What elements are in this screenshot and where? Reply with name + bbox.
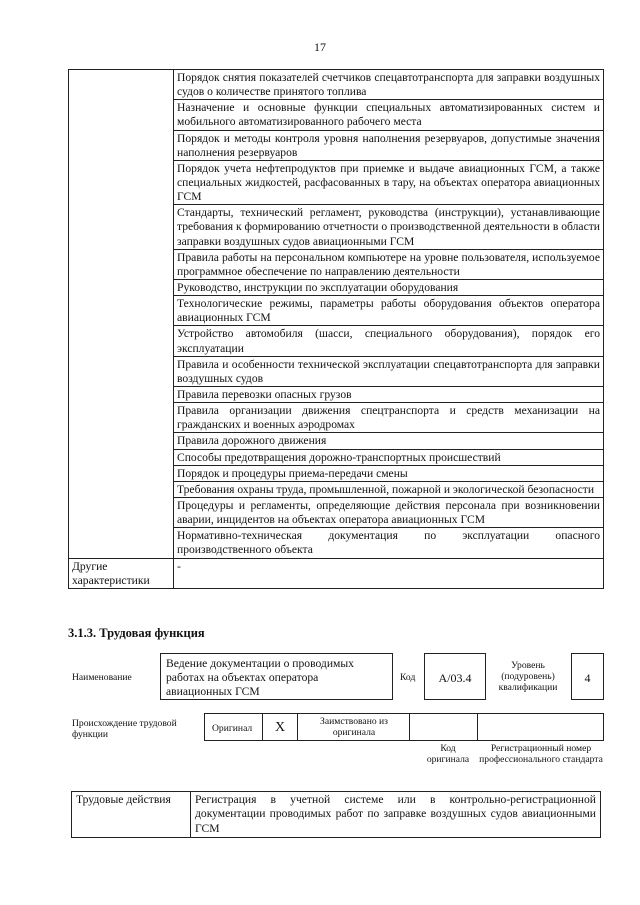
knowledge-item: Требования охраны труда, промышленной, пожарной и экологической безопасности xyxy=(174,481,604,497)
knowledge-item: Руководство, инструкции по эксплуатации оборудования xyxy=(174,279,604,295)
name-value-box xyxy=(160,653,393,700)
knowledge-left-cell xyxy=(69,70,174,559)
other-characteristics-value: - xyxy=(174,558,604,588)
knowledge-item: Назначение и основные функции специальных автоматизированных систем и мобильного автоматизированного рабочего места xyxy=(174,100,604,130)
level-value-box xyxy=(571,653,604,700)
code-original-label: Код оригинала xyxy=(426,743,470,766)
knowledge-item: Порядок снятия показателей счетчиков спецавтотранспорта для заправки воздушных судов о количестве принятого топлива xyxy=(174,70,604,100)
code-value: A/03.4 xyxy=(438,671,472,685)
knowledge-item: Процедуры и регламенты, определяющие действия персонала при возникновении аварии, инцидентов на объектах оператора авиационных ГСМ xyxy=(174,497,604,527)
section-title: 3.1.3. Трудовая функция xyxy=(68,626,205,640)
knowledge-item: Порядок учета нефтепродуктов при приемке и выдаче авиационных ГСМ, а также специальных жидкостей, расфасованных в тару, на объектах оператора авиационных ГСМ xyxy=(174,160,604,204)
knowledge-item: Порядок и процедуры приема-передачи смены xyxy=(174,465,604,481)
actions-row xyxy=(72,792,601,838)
knowledge-item: Правила дорожного движения xyxy=(174,433,604,449)
knowledge-item: Правила и особенности технической эксплуатации спецавтотранспорта для заправки воздушных судов xyxy=(174,356,604,386)
knowledge-item: Устройство автомобиля (шасси, специального оборудования), порядок его эксплуатации xyxy=(174,326,604,356)
other-characteristics-row xyxy=(69,558,604,588)
code-value-box xyxy=(424,653,486,700)
knowledge-table xyxy=(68,69,604,589)
knowledge-row xyxy=(69,70,604,100)
original-label: Оригинал xyxy=(212,723,253,734)
reg-number-label: Регистрационный номер профессионального стандарта xyxy=(479,743,603,766)
origin-label: Происхождение трудовой функции xyxy=(72,718,177,741)
name-value: Ведение документации о проводимых работах на объектах оператора авиационных ГСМ xyxy=(166,657,354,699)
name-label: Наименование xyxy=(72,672,132,683)
knowledge-item: Порядок и методы контроля уровня наполнения резервуаров, допустимые значения наполнения резервуаров xyxy=(174,130,604,160)
original-mark: X xyxy=(274,720,286,735)
actions-label: Трудовые действия xyxy=(72,792,191,838)
actions-table xyxy=(71,791,601,838)
code-original-cell xyxy=(410,713,478,741)
code-label: Код xyxy=(400,672,416,683)
page-number: 17 xyxy=(314,40,326,54)
knowledge-item: Правила работы на персональном компьютере на уровне пользователя, используемое программное обеспечение по направлению деятельности xyxy=(174,249,604,279)
knowledge-item: Стандарты, технический регламент, руководства (инструкции), устанавливающие требования к формированию отчетности о производственной деятельности в области заправки воздушных судов авиационными ГСМ xyxy=(174,205,604,249)
knowledge-item: Правила перевозки опасных грузов xyxy=(174,386,604,402)
level-label: Уровень (подуровень) квалификации xyxy=(498,660,558,694)
knowledge-item: Способы предотвращения дорожно-транспортных происшествий xyxy=(174,449,604,465)
level-value: 4 xyxy=(584,671,591,685)
borrowed-label: Заимствовано из оригинала xyxy=(320,716,388,739)
knowledge-item: Нормативно-техническая документация по эксплуатации опасного производственного объекта xyxy=(174,528,604,558)
actions-value: Регистрация в учетной системе или в контрольно-регистрационной документации проводимых работ по заправке воздушных судов авиационными ГСМ xyxy=(191,792,601,838)
knowledge-item: Правила организации движения спецтранспорта и средств механизации на гражданских и военных аэродромах xyxy=(174,403,604,433)
knowledge-item: Технологические режимы, параметры работы оборудования объектов оператора авиационных ГСМ xyxy=(174,296,604,326)
other-characteristics-label: Другие характеристики xyxy=(69,558,174,588)
